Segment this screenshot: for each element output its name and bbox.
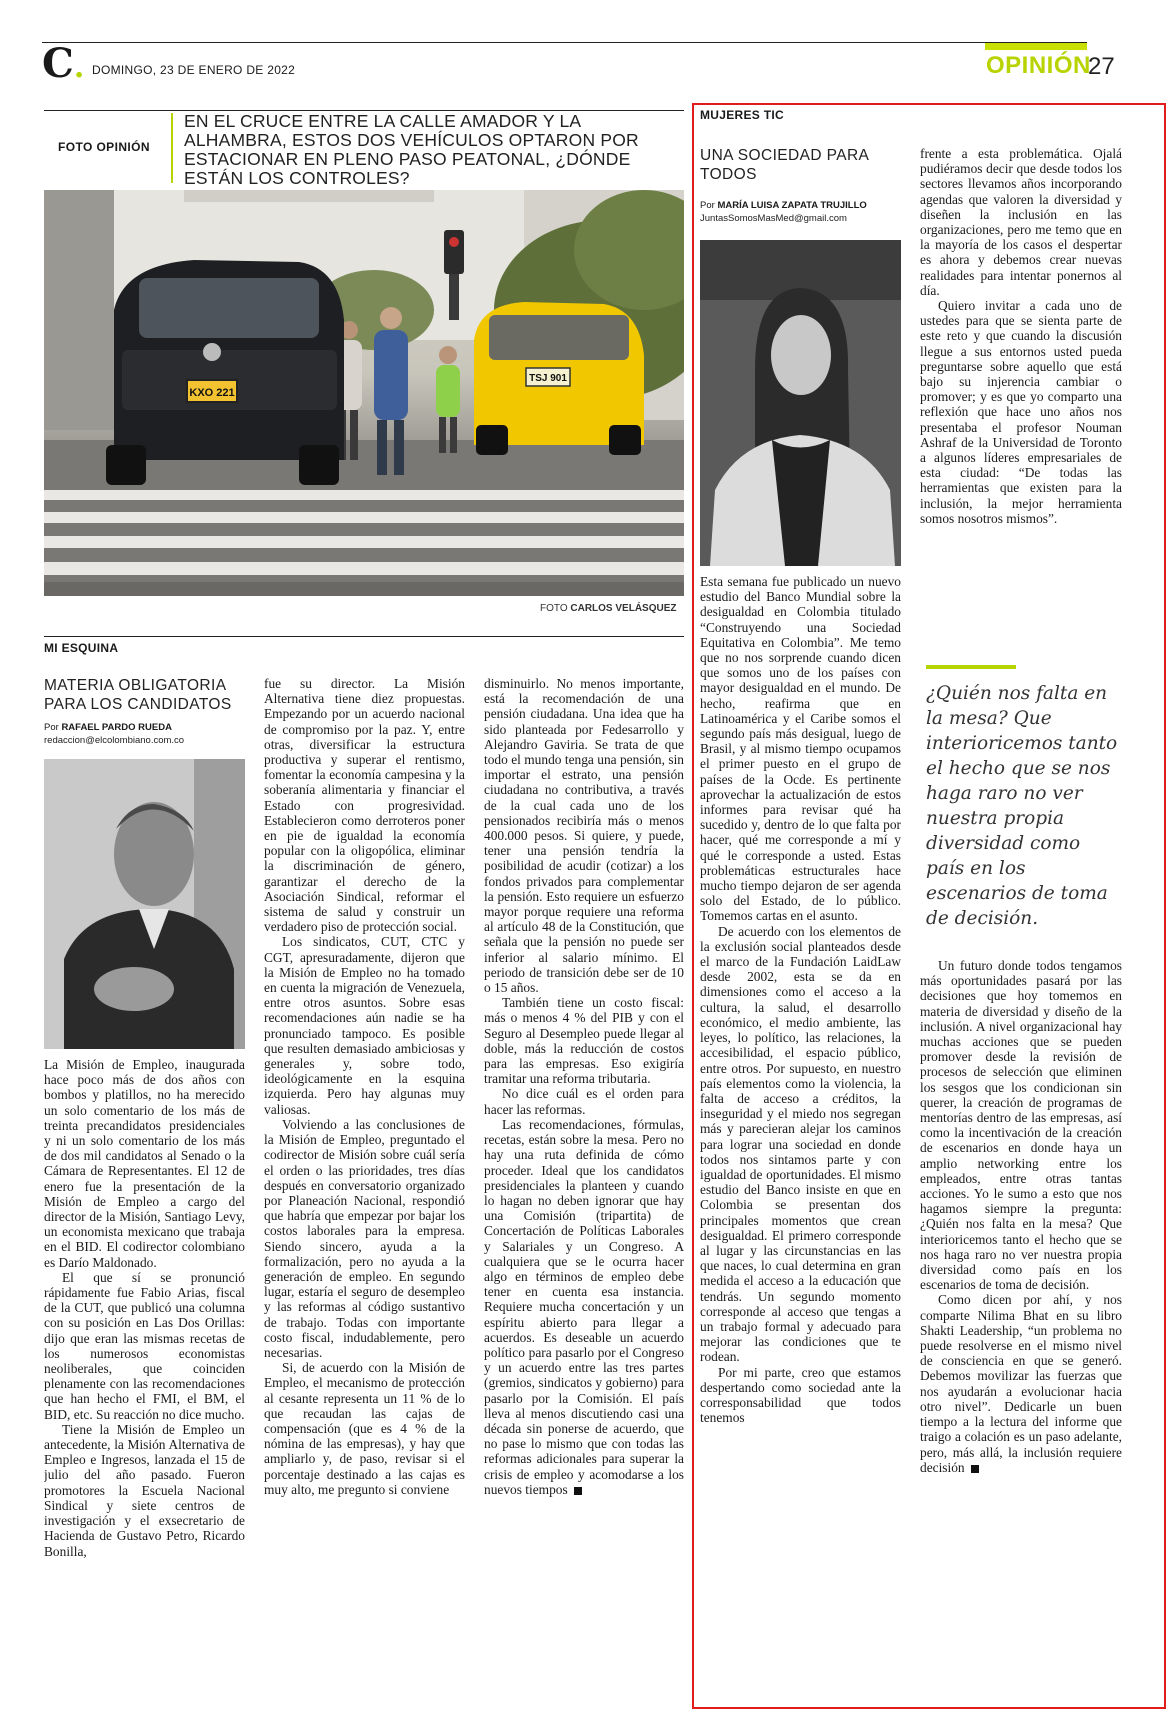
mi-esquina-rule (44, 636, 684, 637)
end-mark-icon (574, 1487, 582, 1495)
plate-left: KXO 221 (189, 387, 235, 399)
paragraph: fue su director. La Misión Alternativa tiene diez propuestas. Empezando por un acuerdo nacional de compromiso por la paz. Y, entre otras, diversificar la estructura productiva y superar el rentismo, fomentar la economía campesina y la soberanía alimentaria y financiar el Estado con progresividad. Establecieron como derroteros poner en pie de igualdad la economía popular con la oligopólica, eliminar la discriminación de género, garantizar el derecho de la Asociación Sindical, reformar el sistema de salud y construir un verdadero piso de protección social. (264, 676, 465, 935)
paragraph: Como dicen por ahí, y nos comparte Nilima Bhat en su libro Shakti Leadership, “un problema no puede resolverse en el mismo nivel de consciencia en que se generó. Debemos movilizar las fuerzas que nos ayudarán a evolucionar hacia otro nivel”. Dedicarle un buen tiempo a la lectura del informe que traigo a colación es un paso adelante, pero, más allá, la inclusión requiere decisión (920, 1292, 1122, 1475)
paragraph: Quiero invitar a cada uno de ustedes para que se sienta parte de este reto y que cuando la discusión llegue a sus entornos usted pueda preguntarse sobre aquello que está bajo su injerencia cambiar o promover; y es que yo comparto una reflexión que hace uno años nos presentaba el profesor Nouman Ashraf de la Universidad de Toronto a algunos líderes empresariales de esta ciudad: “De todas las herramientas que existen para la inclusión, la mejor herramienta somos nosotros mismos”. (920, 298, 1122, 526)
mi-esquina-col1 (44, 1057, 245, 1659)
mi-esquina-kicker: MI ESQUINA (44, 641, 119, 655)
foto-opinion-label: FOTO OPINIÓN (58, 140, 150, 154)
author-portrait-maria-luisa (700, 240, 901, 566)
mujeres-tic-col1 (700, 574, 901, 1702)
paragraph: Los sindicatos, CUT, CTC y CGT, apresuradamente, dijeron que la Misión de Empleo no ha tomado en cuenta la migración de Venezuela, entre otros asuntos. Sobre esas recomendaciones aún nadie se ha pronunciado tampoco. Es posible que resulten demasiado ambiciosas y generales y, sobre todo, ideológicamente en la esquina izquierda. Pero hay algunas muy valiosas. (264, 934, 465, 1117)
mi-esquina-byline: Por RAFAEL PARDO RUEDA (44, 722, 172, 733)
plate-right: TSJ 901 (529, 373, 567, 384)
paragraph: disminuirlo. No menos importante, está la recomendación de una pensión ciudadana. Una idea que ha sido planteada por Fedesarrollo y Alejandro Gaviria. Se trata de que todo el mundo tenga una pensión, sin importar el estrato, una pensión ciudadana no contributiva, a través de la cual cada uno de los pensionados recibiría más o menos 400.000 pesos. Si quiere, y puede, tener una pensión tendría la posibilidad de acudir (cotizar) a los fondos privados para complementar la pensión. Esto requiere un esfuerzo mayor porque requiere una reforma al artículo 48 de la Constitución, que señala que la pensión no puede ser inferior al salario mínimo. El periodo de transición debe ser de 10 o 15 años. (484, 676, 684, 996)
mi-esquina-col2 (264, 676, 465, 1659)
paragraph: frente a esta problemática. Ojalá pudiéramos decir que desde todos los sectores llevamos años incorporando agendas que valoren la diversidad y diseñen la inclusión en las organizaciones, pero me temo que en la mayoría de los casos el despertar es ahora y debemos crear nuevas realidades para intentar ponernos al día. (920, 146, 1122, 298)
mujeres-tic-col2-top (920, 146, 1122, 636)
mujeres-tic-kicker: MUJERES TIC (700, 108, 784, 122)
section-accent-bar (985, 43, 1087, 50)
portrait-rafael-illustration (44, 759, 245, 1049)
paragraph: Volviendo a las conclusiones de la Misión de Empleo, preguntado el codirector de Misión sobre cuál sería el orden o las prioridades, tres días después en conversatorio organizado por Planeación Nacional, respondió que habría que empezar por bajar los costos laborales para la empresa. Siendo sincero, ayuda a la formalización, pero no ayuda a la generación de empleo. En segundo lugar, estaría el seguro de desempleo y las reformas al código sustantivo de trabajo. Todas con importante costo fiscal, indudablemente, pero necesarias. (264, 1116, 465, 1360)
mujeres-tic-headline: UNA SOCIEDAD PARA TODOS (700, 147, 869, 183)
mujeres-tic-col2-bottom (920, 958, 1122, 1702)
paragraph: Las recomendaciones, fórmulas, recetas, están sobre la mesa. Pero no hay una ruta definida de cómo proceder. Ideal que los candidatos presidenciales la planteen y cuando lo hagan no deben ignorar que hay una Comisión (tripartita) de Concertación de Políticas Laborales y Salariales y un Congreso. A cualquiera que se le ocurra hacer algo en términos de empleo debe tener en cuenta esa instancia. Requiere mucha concertación y un espíritu abierto para llegar a acuerdos. Es deseable un acuerdo político para pasarlo por el Congreso y un acuerdo entre las tres partes (gremios, sindicatos y gobierno) para pasarlo por la Comisión. El país lleva al menos discutiendo casi una década sin ponerse de acuerdo, que no pase lo mismo que con todas las reformas adicionales para superar la crisis de empleo y acomodarse a los nuevos tiempos (484, 1116, 684, 1497)
paragraph: No dice cuál es el orden para hacer las reformas. (484, 1086, 684, 1117)
mi-esquina-headline: MATERIA OBLIGATORIA PARA LOS CANDIDATOS (44, 677, 232, 713)
paragraph: La Misión de Empleo, inaugurada hace poco más de dos años con bombos y platillos, no ha merecido un solo comentario de los más de treinta precandidatos presidenciales y ni un solo comentario de los más de dos mil candidatos al Senado o la Cámara de Representantes. El 12 de enero fue la presentación de la Misión de Empleo a cargo del director de la Misión, Santiago Levy, un economista mexicano que trabaja en el BID. El codirector colombiano es Darío Maldonado. (44, 1057, 245, 1270)
section-name: OPINIÓN (986, 52, 1091, 79)
mi-esquina-email: redaccion@elcolombiano.com.co (44, 735, 185, 746)
foto-accent-line (171, 113, 173, 183)
paragraph: Esta semana fue publicado un nuevo estudio del Banco Mundial sobre la desigualdad en Colombia titulado “Construyendo una Sociedad Equitativa en Colombia”. Me temo que no nos sorprende cuando dicen que somos uno de los países con mayor desigualdad en el mundo. De hecho, reafirma que en Latinoamérica y el Caribe somos el segundo país más desigual, luego de Brasil, y al mismo tiempo ocupamos el primer puesto en el grupo de países de la Ocde. Es pertinente aprovechar la actualización de estos informes para revisar qué ha sucedido y, dentro de lo que falta por hacer, qué me corresponde a mí y qué le corresponde a usted. Estas problemáticas estructurales hace mucho tiempo dejaron de ser agenda solo del Estado, de lo público. Tomemos cartas en el asunto. (700, 574, 901, 924)
street-photo (44, 190, 684, 596)
author-portrait-rafael (44, 759, 245, 1049)
paragraph: De acuerdo con los elementos de la exclusión social planteados desde el marco de la Fundación LaidLaw desde 2002, esta se da en dimensiones como el acceso a la cultura, la salud, el desarrollo económico, el medio ambiente, las leyes, lo político, las relaciones, la accesibilidad, el espacio público, entre otros. Por supuesto, en nuestro país elementos como la violencia, la falta de acceso a créditos, la inseguridad y el miedo nos segregan más y parecieran alejar los caminos para lograr una sociedad en donde todos nos sintamos parte y con igualdad de oportunidades. El mismo estudio del Banco insiste en que en Colombia se presentan dos principales momentos que crean desigualdad. El primero corresponde al lugar y las circunstancias en las que naces, lo cual determina en gran medida el acceso a la educación que tendrás. Un segundo momento corresponde al acceso que tengas a un trabajo formal y adecuado para mejorar las condiciones que te rodean. (700, 923, 901, 1365)
mujeres-tic-byline: Por MARÍA LUISA ZAPATA TRUJILLO (700, 200, 867, 211)
pull-quote: ¿Quién nos falta en la mesa? Que interioricemos tanto el hecho que se nos haga raro no ver nuestra propia diversidad como país en los escenarios de toma de decisión. (926, 683, 1118, 929)
mujeres-tic-email: JuntasSomosMasMed@gmail.com (700, 213, 847, 224)
paragraph: Por mi parte, creo que estamos despertando como sociedad ante la corresponsabilidad que todos tenemos (700, 1364, 901, 1426)
end-mark-icon (971, 1465, 979, 1473)
street-photo-illustration (44, 190, 684, 596)
foto-caption: EN EL CRUCE ENTRE LA CALLE AMADOR Y LA ALHAMBRA, ESTOS DOS VEHÍCULOS OPTARON POR ESTACIONAR EN PLENO PASO PEATONAL, ¿DÓNDE ESTÁN LOS CONTROLES? (184, 111, 639, 188)
top-rule (42, 42, 1087, 43)
page-number: 27 (1088, 53, 1115, 80)
edition-date: DOMINGO, 23 DE ENERO DE 2022 (92, 63, 296, 77)
paragraph: El que sí se pronunció rápidamente fue Fabio Arias, fiscal de la CUT, que publicó una columna con su posición en Las Dos Orillas: dijo que eran las mismas recetas de los numerosos economistas neoliberales, que coinciden plenamente con las recomendaciones que han hecho el FMI, el BM, el BID, etc. Su reacción no dice mucho. (44, 1269, 245, 1422)
mi-esquina-col3 (484, 676, 684, 1659)
paragraph: Si, de acuerdo con la Misión de Empleo, el mecanismo de protección al cesante representa un 11 % de lo que recaudan las cajas de compensación (que es 4 % de la nómina de las empresas), y hay que ampliarlo y, de paso, revisar si el porcentaje destinado a las cajas es muy alto, me pregunto si conviene (264, 1360, 465, 1497)
paragraph: También tiene un costo fiscal: más o menos 4 % del PIB y con el Seguro al Desempleo puede llegar al doble, más la reducción de costos para las empresas. Eso exigiría tramitar una reforma tributaria. (484, 995, 684, 1087)
paragraph: Un futuro donde todos tengamos más oportunidades pasará por las decisiones que hoy tomemos en materia de diversidad y diseño de la inclusión. A nivel organizacional hay muchas acciones que se pueden promover desde la revisión de procesos de selección que eliminen los sesgos que los condicionan sin querer, la creación de programas de mentorías dentro de las empresas, así como la incentivación de la creación de escenarios en donde haya un amplio networking entre los empleados, entre otras tantas acciones. Yo le sumo a esto que nos hagamos siempre la pregunta: ¿Quién nos falta en la mesa? Que interioricemos tanto el hecho que se nos haga raro no ver nuestra propia diversidad como país en los escenarios de toma de decisión. (920, 958, 1122, 1293)
paragraph: Tiene la Misión de Empleo un antecedente, la Misión Alternativa de Empleo e Ingresos, lanzada el 15 de julio del año pasado. Fueron promotores la Escuela Nacional Sindical y siete centros de investigación y el exsecretario de Hacienda de Gustavo Petro, Ricardo Bonilla, (44, 1421, 245, 1559)
logo: C. (42, 40, 85, 87)
portrait-maria-luisa-illustration (700, 240, 901, 566)
pull-quote-accent-bar (926, 665, 1016, 669)
photo-credit: FOTO CARLOS VELÁSQUEZ (540, 603, 677, 614)
